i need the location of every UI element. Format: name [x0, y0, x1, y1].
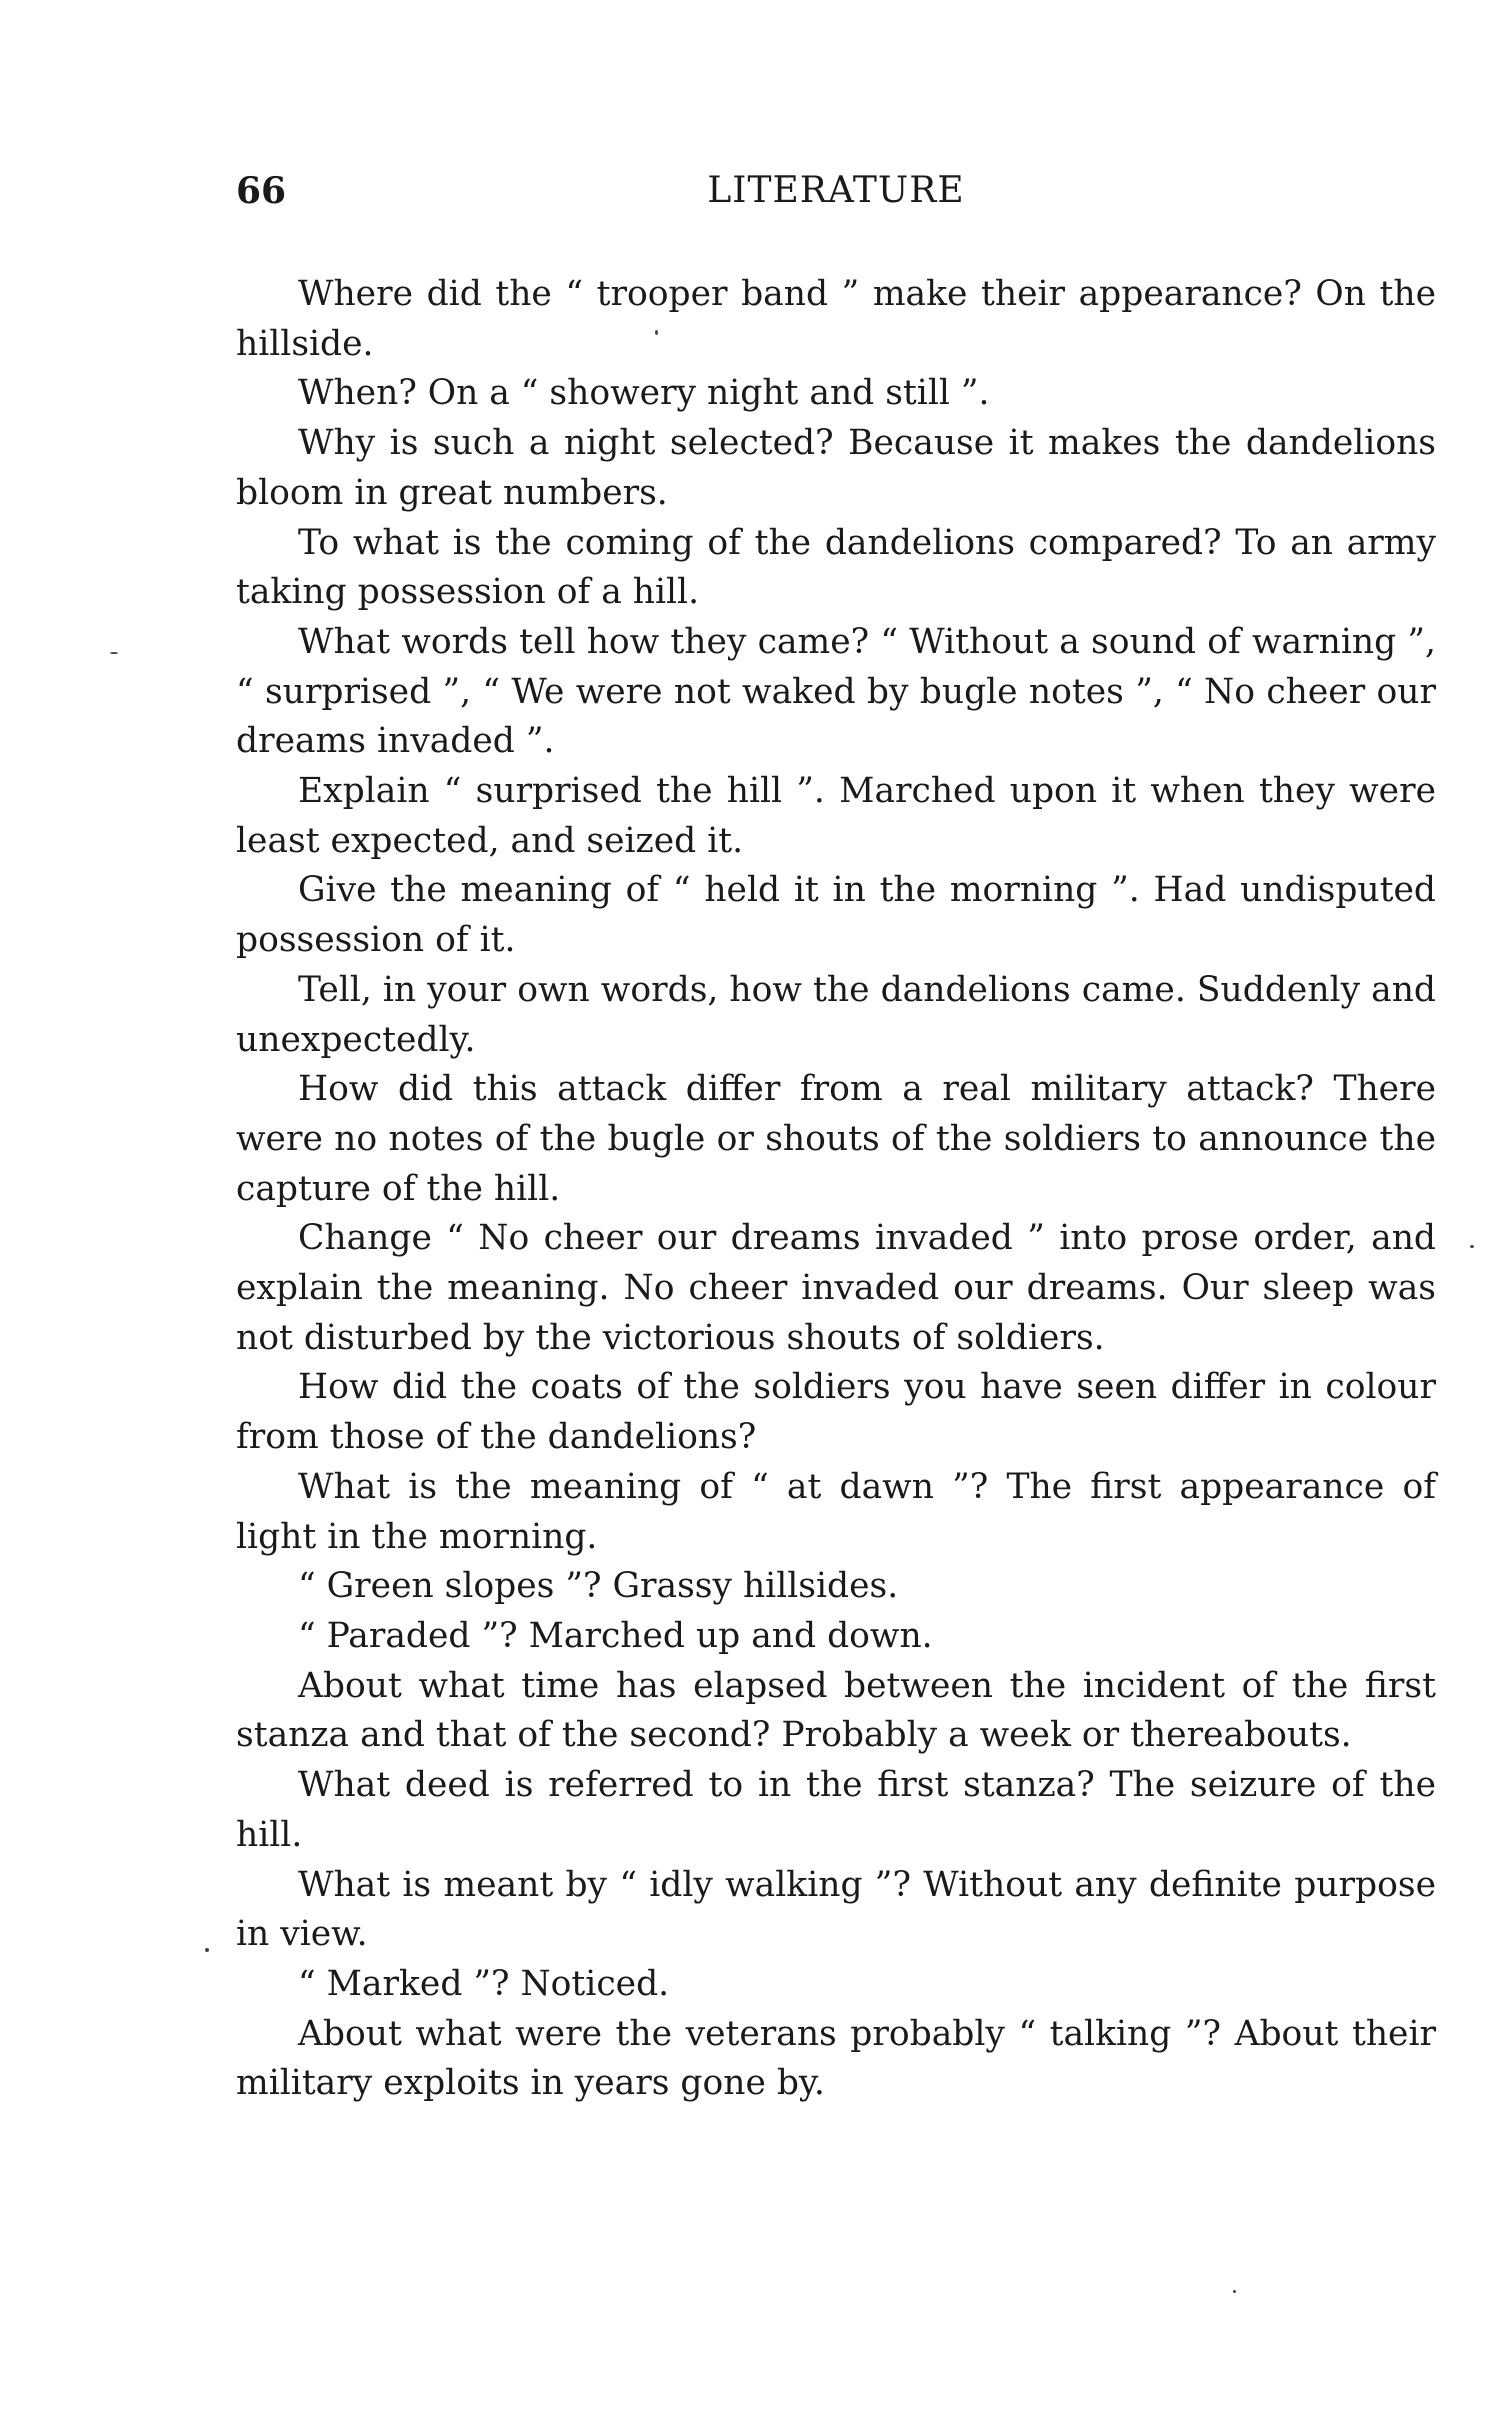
question: How did the coats of the soldiers you have seen differ in colour from those of the dandelions?: [236, 1367, 1436, 1458]
question-answer-list: [236, 270, 1436, 2109]
question: “ Paraded ”?: [298, 1615, 518, 1656]
qa-paragraph: [236, 1363, 1436, 1462]
question: Explain “ surprised the hill ”.: [298, 771, 825, 812]
answer: “ Without a sound of warning ”, “ surprised ”, “ We were not waked by bugle notes ”, “ No cheer our dreams invaded ”.: [236, 621, 1436, 762]
print-speck: [205, 1948, 209, 1952]
print-speck: [1470, 1245, 1474, 1248]
question: About what were the veterans probably “ talking ”?: [298, 2013, 1222, 2054]
print-speck: [655, 330, 658, 335]
answer: Grassy hillsides.: [612, 1566, 899, 1607]
question: When?: [298, 373, 417, 414]
qa-paragraph: [236, 866, 1436, 965]
answer: Marched upon it when they were least expected, and seized it.: [236, 771, 1436, 861]
answer: Marched up and down.: [528, 1615, 933, 1656]
question: What deed is referred to in the first stanza?: [298, 1765, 1095, 1806]
qa-paragraph: [236, 369, 1436, 419]
answer: Had undisputed possession of it.: [236, 870, 1436, 961]
question: What is meant by “ idly walking ”?: [298, 1864, 911, 1905]
question: “ Green slopes ”?: [298, 1566, 602, 1607]
answer: On a “ showery night and still ”.: [427, 373, 990, 414]
answer: No cheer invaded our dreams. Our sleep was not disturbed by the victorious shouts of soldiers.: [236, 1268, 1436, 1358]
qa-paragraph: [236, 966, 1436, 1065]
qa-paragraph: [236, 1214, 1436, 1363]
section-title: LITERATURE: [707, 170, 965, 211]
page-number: 66: [236, 170, 287, 212]
question: What words tell how they came?: [298, 621, 870, 662]
qa-paragraph: [236, 519, 1436, 618]
answer: There were no notes of the bugle or shouts of the soldiers to announce the capture of the hill.: [236, 1069, 1437, 1209]
qa-paragraph: [236, 1612, 1436, 1662]
qa-paragraph: [236, 1861, 1436, 1960]
question: Why is such a night selected?: [298, 423, 834, 464]
answer: Because it makes the dandelions bloom in great numbers.: [236, 423, 1437, 513]
answer: About their military exploits in years gone by.: [236, 2013, 1436, 2104]
answer: On the hillside.: [236, 274, 1436, 364]
print-speck: [110, 652, 118, 654]
question: “ Marked ”?: [298, 1963, 510, 2004]
qa-paragraph: [236, 767, 1436, 866]
qa-paragraph: [236, 270, 1436, 369]
qa-paragraph: [236, 1662, 1436, 1761]
qa-paragraph: [236, 1960, 1436, 2010]
qa-paragraph: [236, 1065, 1436, 1214]
answer: The first appearance of light in the morning.: [236, 1466, 1436, 1557]
answer: Noticed.: [520, 1963, 670, 2004]
qa-paragraph: [236, 2010, 1436, 2109]
question: Change “ No cheer our dreams invaded ” into prose order, and explain the meaning.: [236, 1218, 1436, 1309]
question: How did this attack differ from a real military attack?: [298, 1069, 1314, 1110]
qa-paragraph: [236, 1562, 1436, 1612]
answer: Probably a week or thereabouts.: [781, 1715, 1352, 1756]
question: About what time has elapsed between the incident of the first stanza and that of the second?: [236, 1665, 1436, 1756]
qa-paragraph: [236, 618, 1436, 767]
book-page: [236, 170, 1436, 2109]
running-head: [236, 170, 1436, 230]
question: Tell, in your own words, how the dandelions came.: [298, 969, 1186, 1010]
answer: Suddenly and unexpectedly.: [236, 969, 1437, 1060]
answer: Without any definite purpose in view.: [236, 1864, 1436, 1955]
answer: The seizure of the hill.: [236, 1765, 1436, 1855]
question: What is the meaning of “ at dawn ”?: [298, 1466, 989, 1507]
qa-paragraph: [236, 419, 1436, 518]
question: Where did the “ trooper band ” make their appearance?: [298, 274, 1302, 314]
qa-paragraph: [236, 1463, 1436, 1562]
question: Give the meaning of “ held it in the morning ”.: [298, 870, 1140, 911]
answer: To an army taking possession of a hill.: [236, 522, 1436, 613]
qa-paragraph: [236, 1761, 1436, 1860]
print-speck: [1233, 2290, 1236, 2293]
question: To what is the coming of the dandelions compared?: [298, 522, 1222, 563]
